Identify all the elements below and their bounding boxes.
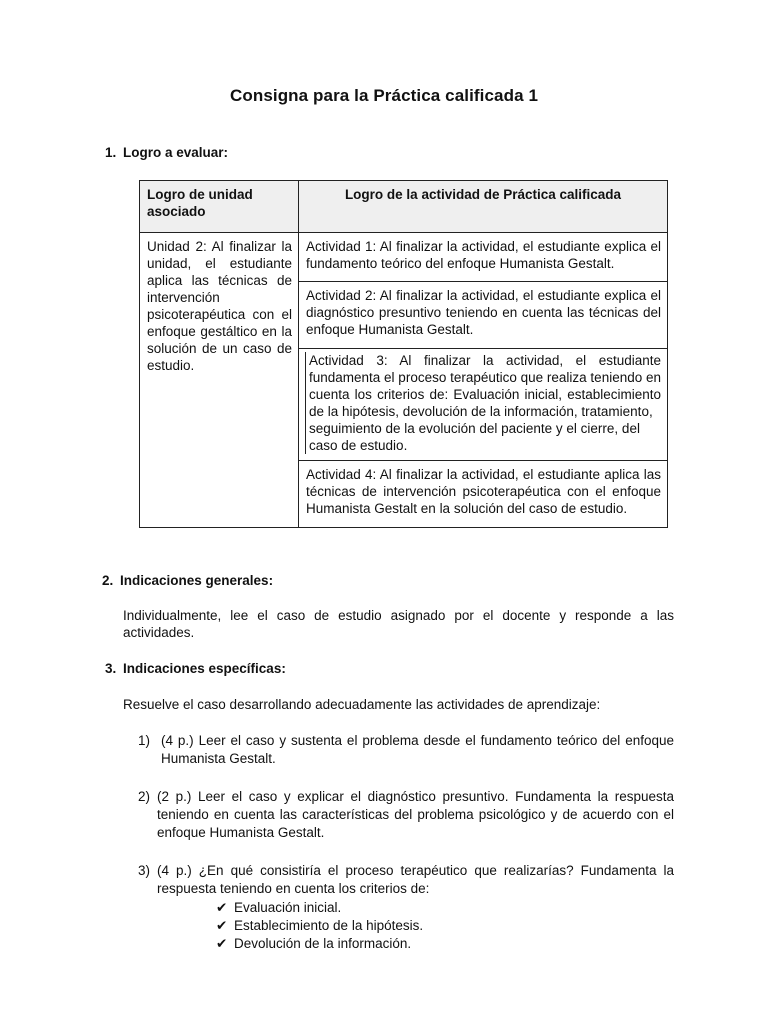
general-instructions: Individualmente, lee el caso de estudio asignado por el docente y responde a las actividades.: [123, 608, 674, 640]
activity-3-text: Actividad 3: Al finalizar la actividad, el estudiante fundamenta el proceso terapéutico que realiza teniendo en cuenta los criterios de: Evaluación inicial, establecimiento de la hipótesis, devolución de la información, tratamiento,: [309, 353, 661, 419]
section-number: 3.: [105, 661, 117, 676]
criteria-item: [216, 899, 423, 917]
section-heading-generales: [102, 573, 273, 588]
task-text: (4 p.) ¿En qué consistiría el proceso terapéutico que realizarías? Fundamenta la respuesta teniendo en cuenta los criterios de:: [157, 863, 674, 896]
section-heading-logro: [105, 145, 228, 160]
logros-table: [139, 180, 668, 528]
task-text: (2 p.) Leer el caso y explicar el diagnóstico presuntivo. Fundamenta la respuesta teniendo en cuenta las características del problema psicológico y de acuerdo con el enfoque Humanista Gestalt.: [157, 789, 674, 840]
task-item: [138, 788, 674, 842]
section-number: 2.: [102, 573, 114, 588]
unit-achievement-cell: Unidad 2: Al finalizar la unidad, el estudiante aplica las técnicas de intervención psicoterapéutica con el enfoque gestáltico en la solución de un caso de estudio.: [140, 233, 299, 528]
activity-3-body: [305, 352, 661, 454]
section-title: Indicaciones generales:: [120, 573, 274, 588]
activity-3-tail: seguimiento de la evolución del paciente y el cierre, del caso de estudio.: [309, 421, 640, 453]
check-icon: ✔: [216, 936, 228, 951]
page-title: Consigna para la Práctica calificada 1: [229, 86, 539, 105]
table-header-unit: Logro de unidad asociado: [140, 181, 299, 233]
task-item: [138, 732, 674, 768]
criteria-list: [216, 899, 423, 953]
specific-intro: Resuelve el caso desarrollando adecuadamente las actividades de aprendizaje:: [123, 697, 601, 712]
criteria-text: Establecimiento de la hipótesis.: [234, 918, 424, 933]
section-number: 1.: [105, 145, 117, 160]
task-label: 2): [138, 789, 151, 804]
criteria-item: [216, 917, 423, 935]
activity-1-cell: Actividad 1: Al finalizar la actividad, el estudiante explica el fundamento teórico del enfoque Humanista Gestalt.: [299, 233, 668, 282]
activity-2-cell: Actividad 2: Al finalizar la actividad, el estudiante explica el diagnóstico presuntivo teniendo en cuenta las técnicas del enfoque Humanista Gestalt.: [299, 282, 668, 349]
section-heading-especificas: [105, 661, 286, 676]
task-label: 3): [138, 863, 151, 878]
activity-4-cell: Actividad 4: Al finalizar la actividad, el estudiante aplica las técnicas de intervención psicoterapéutica con el enfoque Humanista Gestalt en la solución del caso de estudio.: [299, 461, 668, 528]
activity-3-cell: [299, 349, 668, 461]
check-icon: ✔: [216, 900, 228, 915]
task-item: [138, 862, 674, 898]
section-title: Logro a evaluar:: [123, 145, 229, 160]
criteria-text: Devolución de la información.: [234, 936, 412, 951]
task-text: (4 p.) Leer el caso y sustenta el problema desde el fundamento teórico del enfoque Humanista Gestalt.: [161, 733, 674, 766]
criteria-item: [216, 935, 423, 953]
table-header-activity: Logro de la actividad de Práctica calificada: [299, 181, 668, 233]
section-title: Indicaciones específicas:: [123, 661, 286, 676]
criteria-text: Evaluación inicial.: [234, 900, 342, 915]
check-icon: ✔: [216, 918, 228, 933]
task-label: 1): [138, 733, 151, 748]
